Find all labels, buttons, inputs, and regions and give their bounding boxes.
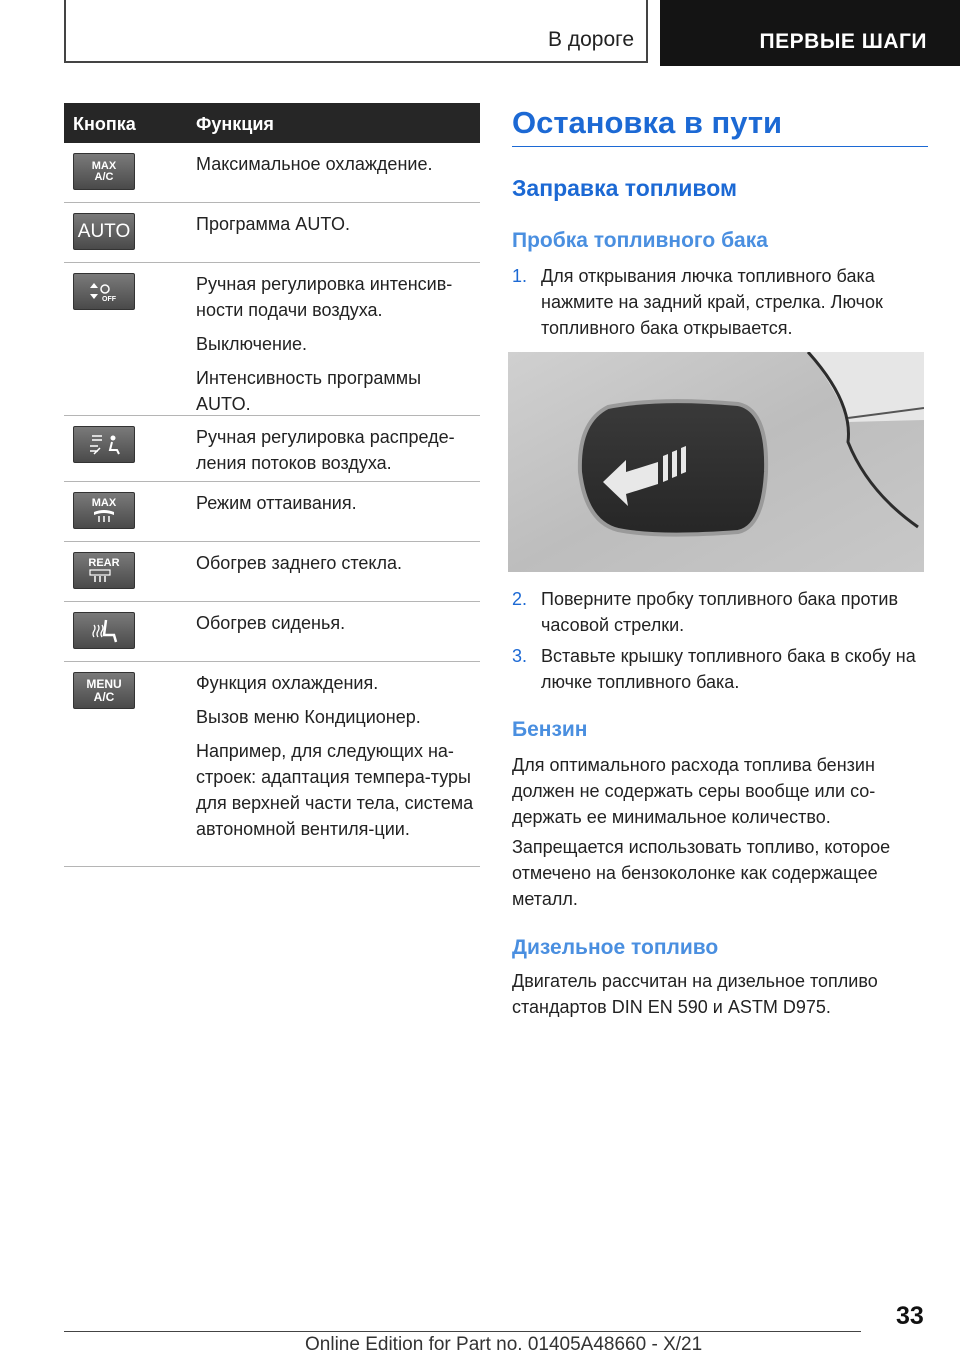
chapter-title: ПЕРВЫЕ ШАГИ [759,30,927,53]
auto-icon: AUTO [73,213,135,250]
menu-ac-icon: MENU A/C [73,672,135,709]
table-row [64,203,480,263]
function-cell: Максимальное охлаждение. [196,154,433,174]
rear-defrost-icon: REAR [73,552,135,589]
section-tab [64,0,648,63]
table-row [64,662,480,867]
table-row [64,143,480,203]
page-title: Остановка в пути [512,105,783,140]
footer-divider [64,1331,861,1332]
step-item: 1. Для открывания лючка топливного бака нажмите на задний край, стрелка. Лючок топливного бака открывается. [512,266,883,338]
max-ac-icon: MAX A/C [73,153,135,190]
table-header [64,103,480,143]
air-distribution-icon [73,426,135,463]
fuel-cap-heading: Пробка топливного бака [512,229,768,252]
diesel-paragraph: Двигатель рассчитан на дизельное топливо стандартов DIN EN 590 и ASTM D975. [512,971,878,1017]
page-number: 33 [896,1302,924,1330]
step-item: 3. Вставьте крышку топливного бака в скобу на лючке топливного бака. [512,646,916,692]
seat-heating-icon [73,612,135,649]
controls-table [64,103,480,867]
page-header [64,0,960,66]
table-row [64,602,480,662]
petrol-paragraph: Запрещается использовать топливо, которое отмечено на бензоколонке как содержащее металл. [512,837,891,909]
fuel-flap-illustration [508,352,924,572]
max-defrost-icon: MAX [73,492,135,529]
column-header-button: Кнопка [73,114,136,134]
step-item: 2. Поверните пробку топливного бака против часовой стрелки. [512,589,899,635]
fan-intensity-icon [73,273,135,310]
chapter-tab [660,0,960,66]
petrol-heading: Бензин [512,718,588,741]
table-row [64,416,480,482]
function-cell: Режим оттаивания. [196,493,357,513]
table-row [64,482,480,542]
function-cell: Обогрев заднего стекла. [196,553,403,573]
section-heading: Заправка топливом [512,175,738,201]
section-title: В дороге [547,28,634,51]
edition-footer: Online Edition for Part no. 01405A48660 - X/21 [305,1334,703,1355]
function-cell: Ручная регулировка распреде-ления потоков воздуха. [196,427,455,473]
function-cell: Программа AUTO. [196,214,350,234]
table-row [64,263,480,416]
function-cell: Функция охлаждения. Вызов меню Кондиционер. Например, для следующих на-строек: адаптация темпера-туры для верхней части тела, система автономной вентиля-ции. [196,673,474,839]
table-row [64,542,480,602]
function-cell: Ручная регулировка интенсив-ности подачи воздуха. Выключение. Интенсивность программы AUTO. [196,274,453,414]
function-cell: Обогрев сиденья. [196,613,346,633]
svg-text:OFF: OFF [102,295,116,303]
diesel-heading: Дизельное топливо [512,936,719,959]
petrol-paragraph: Для оптимального расхода топлива бензин должен не содержать серы вообще или со-держать ее минимальное количество. [512,755,876,827]
column-header-function: Функция [196,114,274,134]
title-divider [512,146,928,147]
